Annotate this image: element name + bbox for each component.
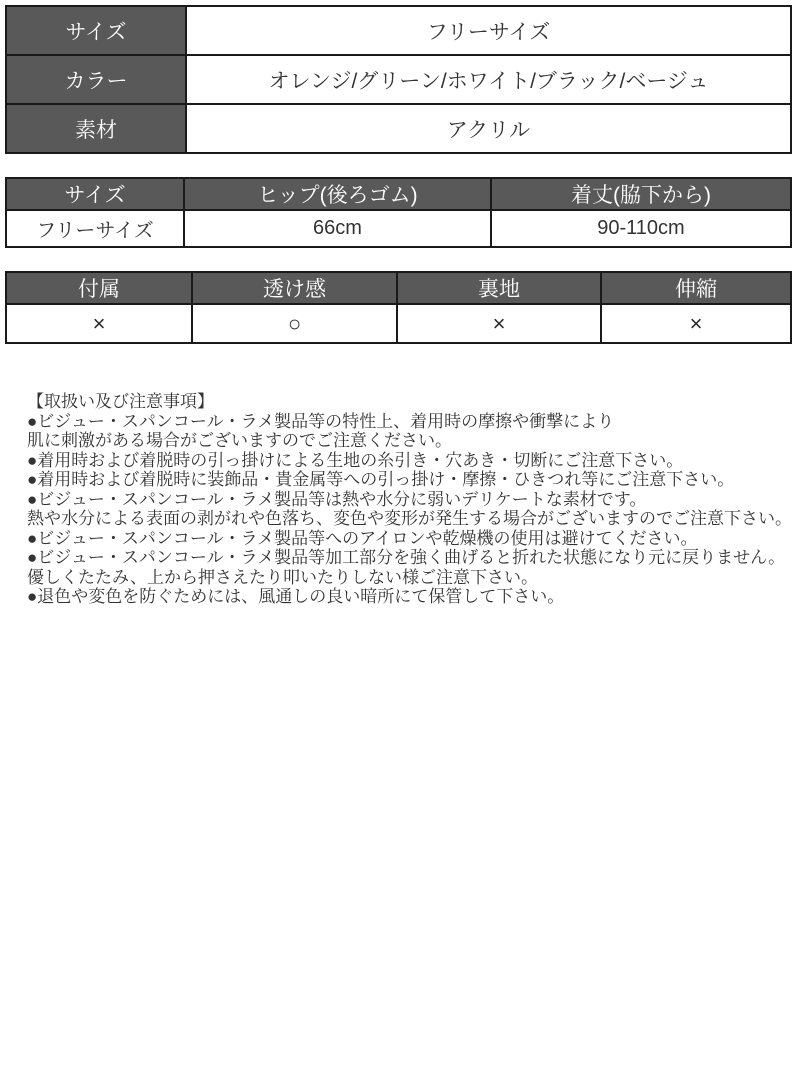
measurements-data-row: [6, 210, 791, 247]
features-table: [5, 271, 792, 344]
care-notes-line: ●ビジュー・スパンコール・ラメ製品等は熱や水分に弱いデリケートな素材です。: [27, 489, 647, 509]
features-header-sheerness: 透け感: [192, 272, 397, 304]
spec-label-material: 素材: [6, 104, 186, 153]
spec-value-size: フリーサイズ: [186, 6, 791, 55]
measurements-value-length: 90-110cm: [491, 210, 791, 247]
features-header-lining: 裏地: [397, 272, 601, 304]
care-notes-line: ●ビジュー・スパンコール・ラメ製品等加工部分を強く曲げると折れた状態になり元に戻りません。: [27, 548, 786, 567]
measurements-header-row: [6, 178, 791, 210]
features-data-row: [6, 304, 791, 343]
spec-label-size: サイズ: [6, 6, 186, 55]
care-notes-line: 肌に刺激がある場合がございますのでご注意ください。: [27, 431, 452, 450]
spec-value-material: アクリル: [186, 104, 791, 153]
measurements-table: [5, 177, 792, 248]
features-value-accessory: ×: [6, 304, 192, 343]
measurements-header-size: サイズ: [6, 178, 184, 210]
features-header-accessory: 付属: [6, 272, 192, 304]
measurements-header-length: 着丈(脇下から): [491, 178, 791, 210]
care-notes-line: ●着用時および着脱時の引っ掛けによる生地の糸引き・穴あき・切断にご注意下さい。: [27, 450, 684, 470]
spec-row-color: [6, 55, 791, 104]
care-notes-line: 熱や水分による表面の剥がれや色落ち、変色や変形が発生する場合がございますのでご注意下さい。: [27, 509, 792, 528]
care-notes-line: 優しくたたみ、上から押さえたり叩いたりしない様ご注意下さい。: [27, 567, 539, 587]
measurements-value-size: フリーサイズ: [6, 210, 184, 247]
features-value-stretch: ×: [601, 304, 791, 343]
features-value-sheerness: ○: [192, 304, 397, 343]
measurements-value-hip: 66cm: [184, 210, 491, 247]
care-notes-heading: 【取扱い及び注意事項】: [27, 392, 214, 411]
features-header-stretch: 伸縮: [601, 272, 791, 304]
spec-row-material: [6, 104, 791, 153]
spec-label-color: カラー: [6, 55, 186, 104]
features-value-lining: ×: [397, 304, 601, 343]
care-notes: [5, 392, 792, 607]
care-notes-line: ●ビジュー・スパンコール・ラメ製品等の特性上、着用時の摩擦や衝撃により: [27, 411, 615, 431]
product-spec-table: [5, 5, 792, 154]
care-notes-line: ●ビジュー・スパンコール・ラメ製品等へのアイロンや乾燥機の使用は避けてください。: [27, 528, 698, 548]
measurements-header-hip: ヒップ(後ろゴム): [184, 178, 491, 210]
spec-row-size: [6, 6, 791, 55]
care-notes-line: ●退色や変色を防ぐためには、風通しの良い暗所にて保管して下さい。: [27, 587, 565, 606]
care-notes-line: ●着用時および着脱時に装飾品・貴金属等への引っ掛け・摩擦・ひきつれ等にご注意下さい。: [27, 470, 735, 489]
spec-value-color: オレンジ/グリーン/ホワイト/ブラック/ベージュ: [186, 55, 791, 104]
features-header-row: [6, 272, 791, 304]
